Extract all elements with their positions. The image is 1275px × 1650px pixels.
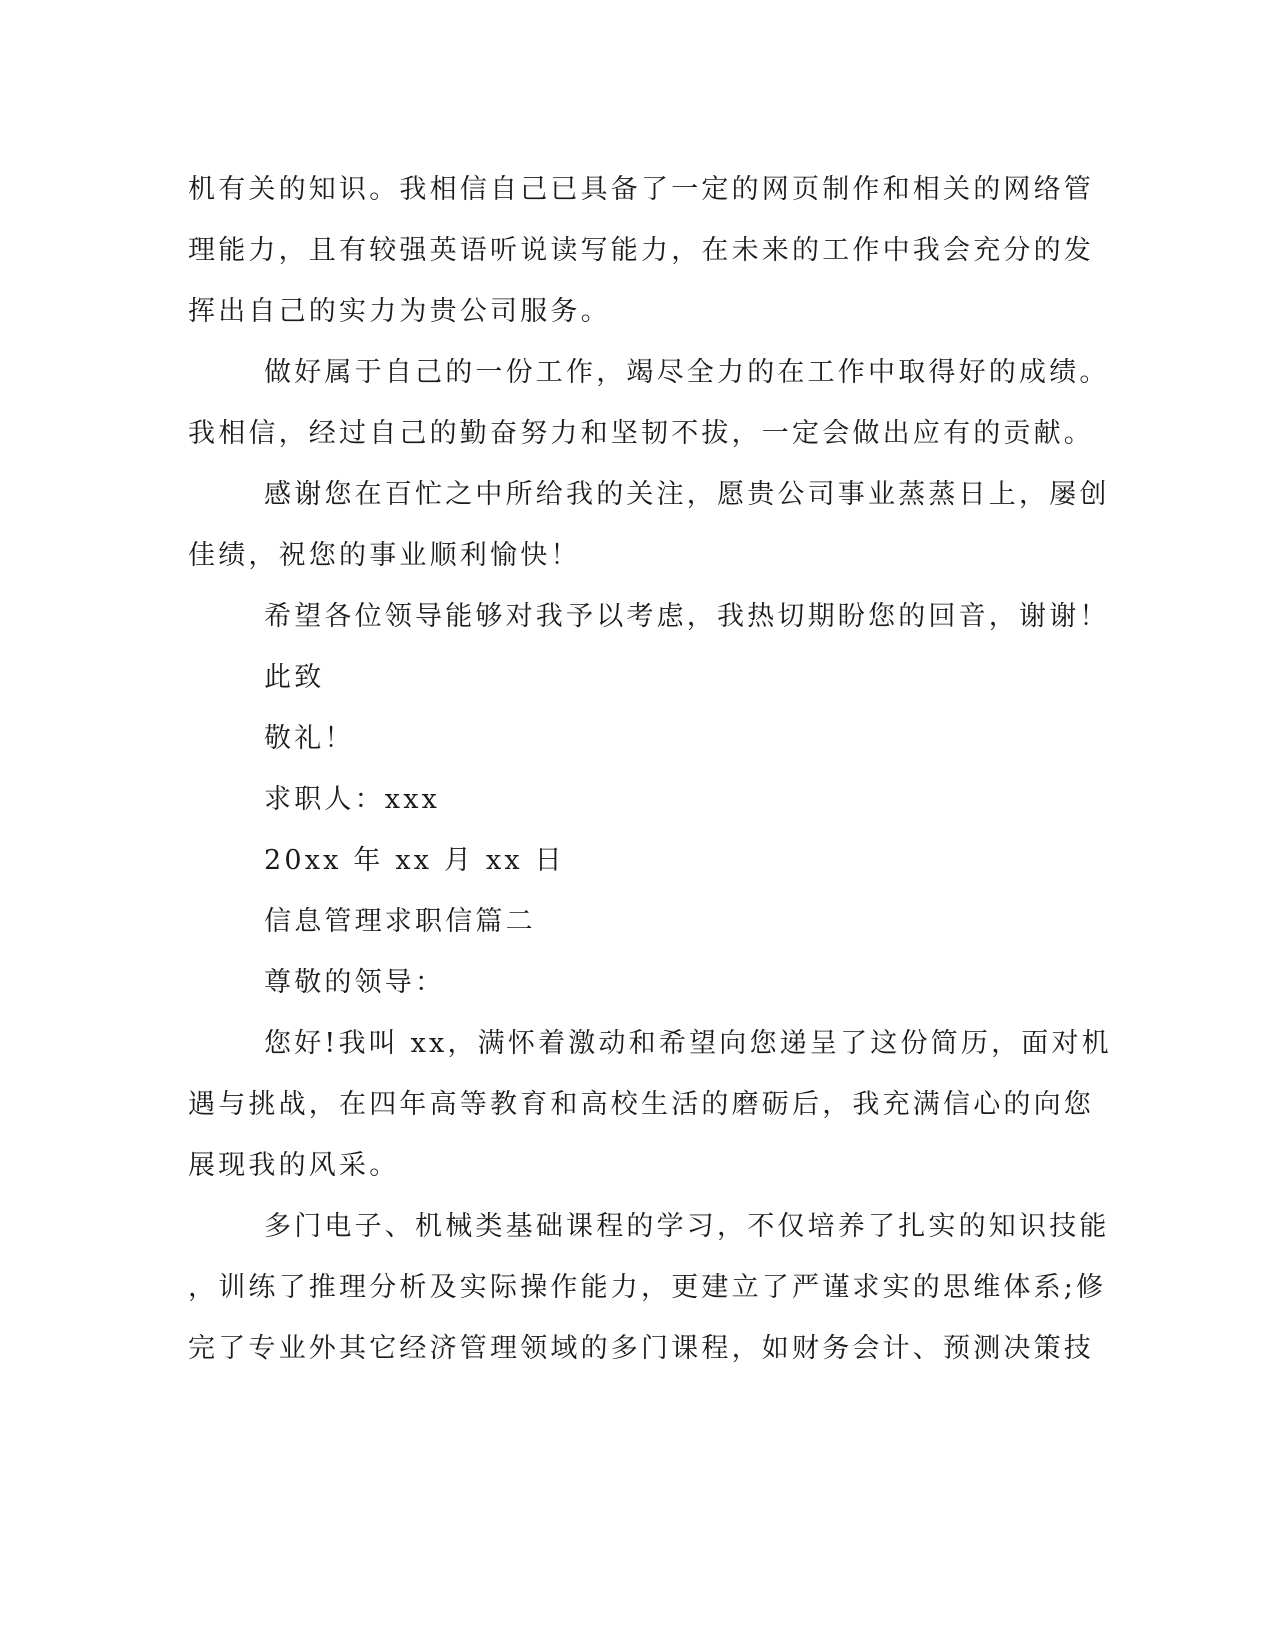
letter-date: 20xx 年 xx 月 xx 日 (264, 845, 565, 876)
text-line: ，训练了推理分析及实际操作能力，更建立了严谨求实的思维体系;修 (188, 1272, 1107, 1303)
text-line: 遇与挑战，在四年高等教育和高校生活的磨砺后，我充满信心的向您 (188, 1089, 1094, 1120)
closing-regards: 敬礼！ (264, 723, 355, 754)
closing-salutation: 此致 (264, 662, 325, 693)
applicant-signature: 求职人：xxx (264, 784, 441, 815)
text-line: 佳绩，祝您的事业顺利愉快！ (188, 540, 581, 571)
text-line: 您好!我叫 xx，满怀着激动和希望向您递呈了这份简历，面对机 (264, 1028, 1112, 1059)
text-line: 希望各位领导能够对我予以考虑，我热切期盼您的回音，谢谢！ (264, 601, 1110, 632)
text-line: 理能力，且有较强英语听说读写能力，在未来的工作中我会充分的发 (188, 235, 1094, 266)
text-line: 感谢您在百忙之中所给我的关注，愿贵公司事业蒸蒸日上，屡创 (264, 479, 1110, 510)
text-line: 展现我的风采。 (188, 1150, 400, 1181)
greeting: 尊敬的领导： (264, 967, 446, 998)
text-line: 多门电子、机械类基础课程的学习，不仅培养了扎实的知识技能 (264, 1211, 1110, 1242)
text-line: 做好属于自己的一份工作，竭尽全力的在工作中取得好的成绩。 (264, 357, 1110, 388)
text-line: 完了专业外其它经济管理领域的多门课程，如财务会计、预测决策技 (188, 1333, 1094, 1364)
text-line: 挥出自己的实力为贵公司服务。 (188, 296, 611, 327)
section-title: 信息管理求职信篇二 (264, 906, 536, 937)
letter-body (188, 159, 1112, 1379)
text-line: 我相信，经过自己的勤奋努力和坚韧不拔，一定会做出应有的贡献。 (188, 418, 1094, 449)
text-line: 机有关的知识。我相信自己已具备了一定的网页制作和相关的网络管 (188, 174, 1094, 205)
